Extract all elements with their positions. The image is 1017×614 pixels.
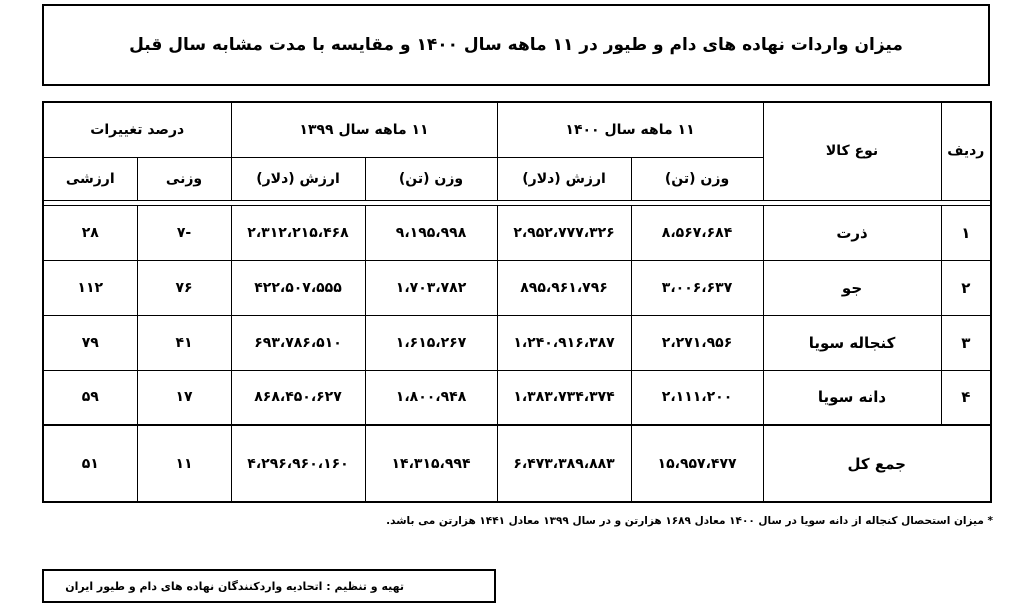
weight-1399: ۹،۱۹۵،۹۹۸ bbox=[365, 205, 497, 260]
table-row bbox=[43, 370, 991, 425]
weight-change-pct: ۴۱ bbox=[137, 315, 231, 370]
weight-1400: ۸،۵۶۷،۶۸۴ bbox=[631, 205, 763, 260]
row-number: ۲ bbox=[941, 260, 991, 315]
value-1400: ۸۹۵،۹۶۱،۷۹۶ bbox=[497, 260, 631, 315]
table-row bbox=[43, 205, 991, 260]
header-row-groups bbox=[43, 102, 991, 157]
header-value-1399: ارزش (دلار) bbox=[231, 157, 365, 200]
value-1400: ۱،۳۸۳،۷۳۴،۳۷۴ bbox=[497, 370, 631, 425]
value-1399: ۲،۳۱۲،۲۱۵،۴۶۸ bbox=[231, 205, 365, 260]
header-group-1400: ۱۱ ماهه سال ۱۴۰۰ bbox=[497, 102, 763, 157]
header-group-change: درصد تغییرات bbox=[43, 102, 231, 157]
footnote: * میزان استحصال کنجاله از دانه سویا در سال ۱۴۰۰ معادل ۱۶۸۹ هزارتن و در سال ۱۳۹۹ معادل ۱۴۴۱ هزارتن می باشد. bbox=[386, 515, 993, 527]
row-number: ۳ bbox=[941, 315, 991, 370]
weight-1399: ۱،۶۱۵،۲۶۷ bbox=[365, 315, 497, 370]
header-row-number: ردیف bbox=[941, 102, 991, 200]
imports-table bbox=[42, 101, 992, 503]
total-label: جمع کل bbox=[763, 425, 991, 502]
total-weight-1400: ۱۵،۹۵۷،۴۷۷ bbox=[631, 425, 763, 502]
total-weight-change-pct: ۱۱ bbox=[137, 425, 231, 502]
total-value-1400: ۶،۴۷۳،۳۸۹،۸۸۳ bbox=[497, 425, 631, 502]
source-credit: تهیه و تنظیم : اتحادیه واردکنندگان نهاده های دام و طیور ایران bbox=[42, 569, 496, 603]
value-1399: ۸۶۸،۴۵۰،۶۲۷ bbox=[231, 370, 365, 425]
value-1400: ۲،۹۵۲،۷۷۷،۳۲۶ bbox=[497, 205, 631, 260]
weight-change-pct: ۷۶ bbox=[137, 260, 231, 315]
weight-1400: ۲،۲۷۱،۹۵۶ bbox=[631, 315, 763, 370]
header-weight-pct: وزنی bbox=[137, 157, 231, 200]
header-group-1399: ۱۱ ماهه سال ۱۳۹۹ bbox=[231, 102, 497, 157]
value-change-pct: ۲۸ bbox=[43, 205, 137, 260]
weight-change-pct: -۷ bbox=[137, 205, 231, 260]
row-number: ۴ bbox=[941, 370, 991, 425]
value-change-pct: ۱۱۲ bbox=[43, 260, 137, 315]
table-row bbox=[43, 260, 991, 315]
product-name: کنجاله سویا bbox=[763, 315, 941, 370]
table-row bbox=[43, 315, 991, 370]
value-1400: ۱،۲۴۰،۹۱۶،۳۸۷ bbox=[497, 315, 631, 370]
total-value-change-pct: ۵۱ bbox=[43, 425, 137, 502]
weight-1400: ۳،۰۰۶،۶۳۷ bbox=[631, 260, 763, 315]
value-1399: ۶۹۳،۷۸۶،۵۱۰ bbox=[231, 315, 365, 370]
weight-1400: ۲،۱۱۱،۲۰۰ bbox=[631, 370, 763, 425]
header-weight-1400: وزن (تن) bbox=[631, 157, 763, 200]
value-1399: ۴۲۲،۵۰۷،۵۵۵ bbox=[231, 260, 365, 315]
weight-change-pct: ۱۷ bbox=[137, 370, 231, 425]
header-product: نوع کالا bbox=[763, 102, 941, 200]
weight-1399: ۱،۷۰۳،۷۸۲ bbox=[365, 260, 497, 315]
header-value-1400: ارزش (دلار) bbox=[497, 157, 631, 200]
product-name: دانه سویا bbox=[763, 370, 941, 425]
total-value-1399: ۴،۲۹۶،۹۶۰،۱۶۰ bbox=[231, 425, 365, 502]
header-value-pct: ارزشی bbox=[43, 157, 137, 200]
header-weight-1399: وزن (تن) bbox=[365, 157, 497, 200]
total-row bbox=[43, 425, 991, 502]
total-weight-1399: ۱۴،۳۱۵،۹۹۴ bbox=[365, 425, 497, 502]
value-change-pct: ۵۹ bbox=[43, 370, 137, 425]
product-name: جو bbox=[763, 260, 941, 315]
row-number: ۱ bbox=[941, 205, 991, 260]
page-title: میزان واردات نهاده های دام و طیور در ۱۱ ماهه سال ۱۴۰۰ و مقایسه با مدت مشابه سال قبل bbox=[42, 4, 990, 86]
value-change-pct: ۷۹ bbox=[43, 315, 137, 370]
product-name: ذرت bbox=[763, 205, 941, 260]
weight-1399: ۱،۸۰۰،۹۴۸ bbox=[365, 370, 497, 425]
